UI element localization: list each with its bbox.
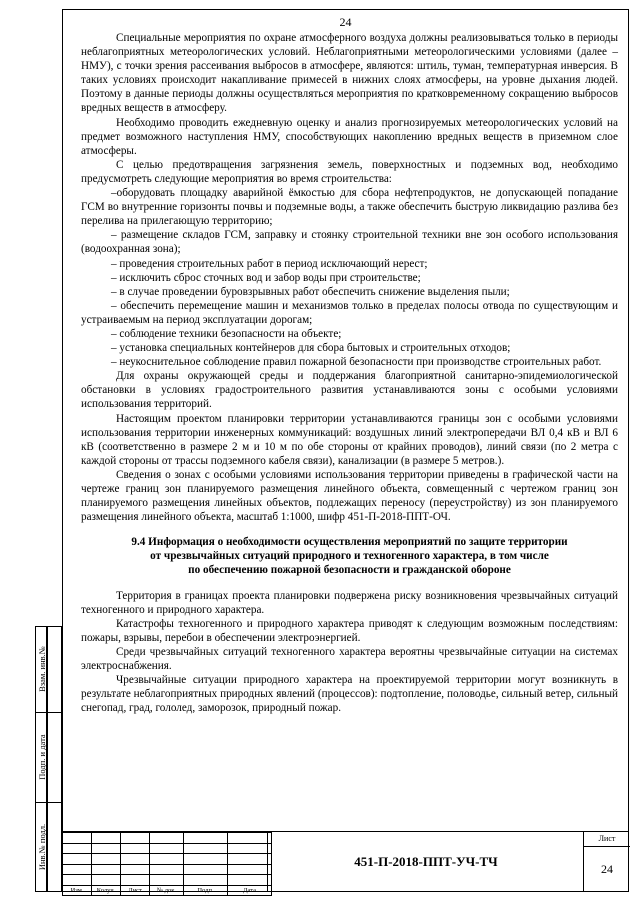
paragraph: Территория в границах проекта планировки подвержена риску возникновения чрезвычайных ситуаций техногенного и природного характера. <box>81 589 618 616</box>
document-body <box>81 31 618 715</box>
paragraph: – обеспечить перемещение машин и механизмов только в пределах полосы отвода по существующим и устраиваемым на период эксплуатации дорогам; <box>81 299 618 326</box>
section-emergencies <box>81 589 618 716</box>
paragraph: – в случае проведении буровзрывных работ обеспечить снижение выделения пыли; <box>111 285 510 298</box>
heading-line-1: 9.4 Информация о необходимости осуществления мероприятий по защите территории <box>131 536 568 549</box>
heading-line-2: от чрезвычайных ситуаций природного и техногенного характера, в том числе <box>150 550 549 563</box>
title-block <box>62 831 629 893</box>
podp-data-label: Подп. и дата <box>37 734 47 780</box>
paragraph: –оборудовать площадку аварийной ёмкостью для сбора нефтепродуктов, не допускающей попадание ГСМ во внутренние горизонты почвы и подземные воды, а также обеспечить быструю ликвидацию разлива без перелива на прилегающую территорию; <box>81 187 618 228</box>
paragraph: – исключить сброс сточных вод и забор воды при строительстве; <box>111 271 421 284</box>
paragraph: – соблюдение техники безопасности на объекте; <box>111 327 342 340</box>
left-margin-stamp <box>35 626 62 892</box>
stamp-label-column <box>35 626 47 892</box>
stamp-column-label: Колуч. <box>92 885 121 896</box>
revision-table <box>62 832 272 896</box>
sheet-label: Лист <box>584 832 630 847</box>
paragraph: Специальные мероприятия по охране атмосферного воздуха должны реализовываться только в периоды неблагоприятных метеорологических условий. Неблагоприятными метеорологическими условиями (далее – НМУ), с точки зрения рассеивания выбросов в атмосфере, являются: штиль, туман, температурная инверсия. В таких условиях происходит накапливание примесей в нижних слоях атмосферы, на уровне дыхания людей. Поэтому в данные периоды должны осуществляться мероприятия по кратковременному сокращению выбросов вредных веществ в атмосферу. <box>81 32 618 115</box>
paragraph: Катастрофы техногенного и природного характера приводят к следующим возможным последствиям: пожары, взрывы, перебои в обеспечении электроэнергией. <box>81 617 618 644</box>
sheet-box <box>583 832 630 892</box>
paragraph: – проведения строительных работ в период исключающий нерест; <box>111 257 428 270</box>
stamp-column-label: Дата <box>228 885 272 896</box>
stamp-column-label: Подп. <box>184 885 228 896</box>
paragraph: Необходимо проводить ежедневную оценку и анализ прогнозируемых метеорологических условий на предмет возможного наступления НМУ, способствующих накоплению вредных веществ в приземном слое атмосферы. <box>81 116 618 157</box>
section-environment <box>81 31 618 524</box>
stamp-column-label: Лист <box>121 885 150 896</box>
paragraph: – размещение складов ГСМ, заправку и стоянку строительной техники вне зон особого использования (водоохранная зона); <box>81 229 618 256</box>
paragraph: С целью предотвращения загрязнения земель, поверхностных и подземных вод, необходимо предусмотреть следующие мероприятия во время строительства: <box>81 158 618 185</box>
stamp-column-label: № док. <box>150 885 184 896</box>
paragraph: Для охраны окружающей среды и поддержания благоприятной санитарно-эпидемиологической обстановки в условиях градостроительного развития устанавливаются зоны с особыми условиями использования территорий. <box>81 370 618 411</box>
paragraph: – установка специальных контейнеров для сбора бытовых и строительных отходов; <box>111 342 511 355</box>
paragraph: Настоящим проектом планировки территории устанавливаются границы зон с особыми условиями использования территории инженерных коммуникаций: воздушных линий электропередачи ВЛ 0,4 кВ и ВЛ 6 кВ (соответственно в размере 2 м и 10 м по обе стороны от крайних проводов), линий связи (по 2 метра с каждой стороны от трассы подземного кабеля связи), канализации (в размере 5 метров.). <box>81 412 618 467</box>
heading-line-3: по обеспечению пожарной безопасности и гражданской обороне <box>188 564 511 577</box>
paragraph: Сведения о зонах с особыми условиями использования территории приведены в графической части на чертеже границ зон планируемого размещения линейного объекта, совмещенный с чертежом границ зон планируемого размещения линейных объектов, подлежащих переносу (переустройству) из зон планируемого размещения линейного объекта, масштаб 1:1000, шифр 451-П-2018-ППТ-ОЧ. <box>81 468 618 524</box>
inv-podl-label: Инв.№ подл. <box>37 823 47 871</box>
document-designation: 451-П-2018-ППТ-УЧ-ТЧ <box>267 832 584 892</box>
paragraph: Среди чрезвычайных ситуаций техногенного характера вероятны чрезвычайные ситуации на системах электроснабжения. <box>81 645 618 673</box>
page-number-top: 24 <box>339 15 352 29</box>
paragraph: Чрезвычайные ситуации природного характера на проектируемой территории могут возникнуть в результате неблагоприятных природных явлений (процессов): подтопление, половодье, сильный ветер, сильный снегопад, град, гололед, заморозок, природный пожар. <box>81 674 618 715</box>
stamp-column-label: Изм. <box>63 885 92 896</box>
sheet-number: 24 <box>601 862 613 876</box>
section-heading-9-4 <box>81 535 618 577</box>
paragraph: – неукоснительное соблюдение правил пожарной безопасности при производстве строительных работ. <box>111 356 602 369</box>
vzam-inv-label: Взам. инв.№ <box>37 646 47 692</box>
stamp-value-column <box>47 626 62 892</box>
